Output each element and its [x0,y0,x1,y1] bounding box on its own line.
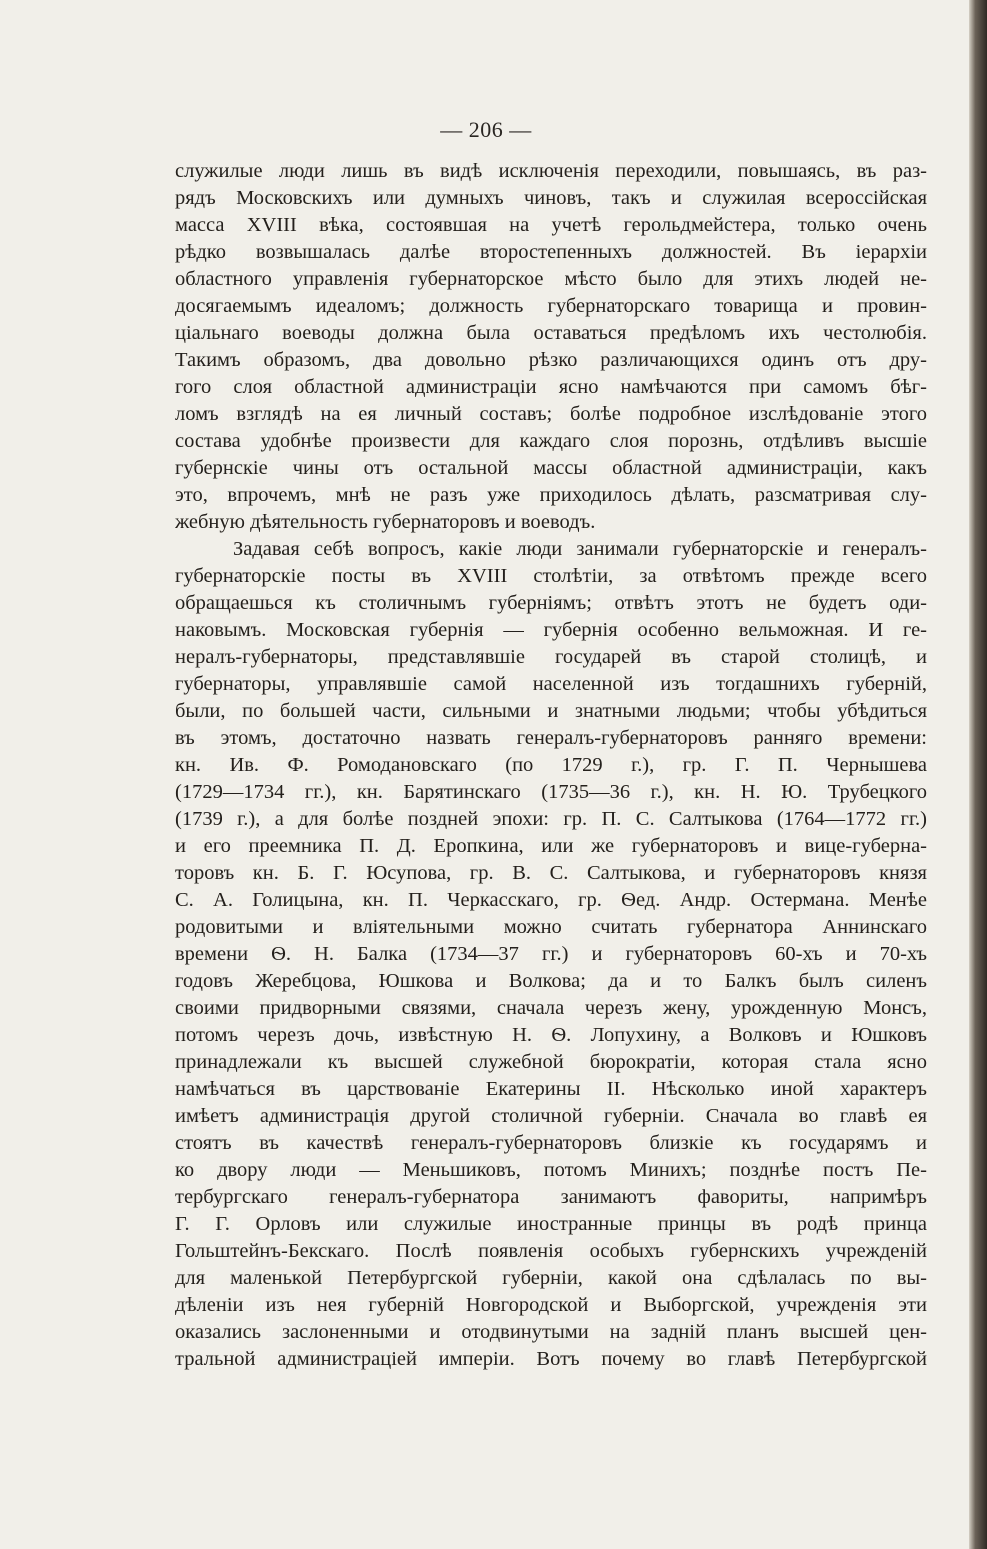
text-line: и его преемника П. Д. Еропкина, или же губернаторовъ и вице-губерна- [175,835,927,857]
text-line: дѣленіи изъ нея губерній Новгородской и Выборгской, учрежденія эти [175,1294,927,1316]
text-line: гого слоя областной администраціи ясно намѣчаются при самомъ бѣг- [175,376,927,398]
text-line: наковымъ. Московская губернія — губернія особенно вельможная. И ге- [175,619,927,641]
text-line: тербургскаго генералъ-губернатора занимаютъ фавориты, напримѣръ [175,1186,927,1208]
text-line: ко двору люди — Меньшиковъ, потомъ Минихъ; позднѣе постъ Пе- [175,1159,927,1181]
text-line: (1739 г.), а для болѣе поздней эпохи: гр. П. С. Салтыкова (1764—1772 гг.) [175,808,927,830]
text-line: кн. Ив. Ф. Ромодановскаго (по 1729 г.), гр. Г. П. Чернышева [175,754,927,776]
text-line: принадлежали къ высшей служебной бюрократіи, которая стала ясно [175,1051,927,1073]
paragraph-first-line: Задавая себѣ вопросъ, какіе люди занимали губернаторскіе и генералъ- [233,538,927,560]
text-line: Гольштейнъ-Бекскаго. Послѣ появленія особыхъ губернскихъ учрежденій [175,1240,927,1262]
text-line: торовъ кн. Б. Г. Юсупова, гр. В. С. Салтыкова, и губернаторовъ князя [175,862,927,884]
text-line: Такимъ образомъ, два довольно рѣзко различающихся одинъ отъ дру- [175,349,927,371]
text-line: обращаешься къ столичнымъ губерніямъ; отвѣтъ этотъ не будетъ оди- [175,592,927,614]
text-line: состава удобнѣе произвести для каждаго слоя порознь, отдѣливъ высшіе [175,430,927,452]
text-line: областного управленія губернаторское мѣсто было для этихъ людей не- [175,268,927,290]
text-line: рядъ Московскихъ или думныхъ чиновъ, такъ и служилая всероссійская [175,187,927,209]
text-line: досягаемымъ идеаломъ; должность губернаторскаго товарища и провин- [175,295,927,317]
text-line: были, по большей части, сильными и знатными людьми; чтобы убѣдиться [175,700,927,722]
text-line: это, впрочемъ, мнѣ не разъ уже приходилось дѣлать, разсматривая слу- [175,484,927,506]
text-line: годовъ Жеребцова, Юшкова и Волкова; да и то Балкъ былъ силенъ [175,970,927,992]
page-number: — 206 — [440,117,532,142]
book-spine-shadow [969,0,987,1549]
text-line: родовитыми и вліятельными можно считать губернатора Аннинскаго [175,916,927,938]
body-text [175,158,927,1373]
text-line: жебную дѣятельность губернаторовъ и воеводъ. [175,511,596,533]
text-line: времени Ѳ. Н. Балка (1734—37 гг.) и губернаторовъ 60-хъ и 70-хъ [175,943,927,965]
text-line: рѣдко возвышалась далѣе второстепенныхъ должностей. Въ іерархіи [175,241,927,263]
text-line: нералъ-губернаторы, представлявшіе государей въ старой столицѣ, и [175,646,927,668]
text-line: губернаторскіе посты въ XVIII столѣтіи, за отвѣтомъ прежде всего [175,565,927,587]
text-line: (1729—1734 гг.), кн. Барятинскаго (1735—36 г.), кн. Н. Ю. Трубецкого [175,781,927,803]
text-line: служилые люди лишь въ видѣ исключенія переходили, повышаясь, въ раз- [175,160,927,182]
text-line: стоятъ въ качествѣ генералъ-губернаторовъ близкіе къ государямъ и [175,1132,927,1154]
text-line: въ этомъ, достаточно назвать генералъ-губернаторовъ ранняго времени: [175,727,927,749]
text-line: оказались заслоненными и отодвинутыми на задній планъ высшей цен- [175,1321,927,1343]
text-line: масса XVIII вѣка, состоявшая на учетѣ герольдмейстера, только очень [175,214,927,236]
text-line: тральной администраціей имперіи. Вотъ почему во главѣ Петербургской [175,1348,927,1370]
text-line: намѣчаться въ царствованіе Екатерины II. Нѣсколько иной характеръ [175,1078,927,1100]
text-line: имѣетъ администрація другой столичной губерніи. Сначала во главѣ ея [175,1105,927,1127]
text-line: ломъ взглядѣ на ея личный составъ; болѣе подробное изслѣдованіе этого [175,403,927,425]
text-line: потомъ черезъ дочь, извѣстную Н. Ѳ. Лопухину, а Волковъ и Юшковъ [175,1024,927,1046]
text-line: ціальнаго воеводы должна была оставаться предѣломъ ихъ честолюбія. [175,322,927,344]
text-line: губернскіе чины отъ остальной массы областной администраціи, какъ [175,457,927,479]
text-line: для маленькой Петербургской губерніи, какой она сдѣлалась по вы- [175,1267,927,1289]
text-line: своими придворными связями, сначала черезъ жену, урожденную Монсъ, [175,997,927,1019]
text-line: Г. Г. Орловъ или служилые иностранные принцы въ родѣ принца [175,1213,927,1235]
text-line: губернаторы, управлявшіе самой населенной изъ тогдашнихъ губерній, [175,673,927,695]
text-line: С. А. Голицына, кн. П. Черкасскаго, гр. Ѳед. Андр. Остермана. Менѣе [175,889,927,911]
